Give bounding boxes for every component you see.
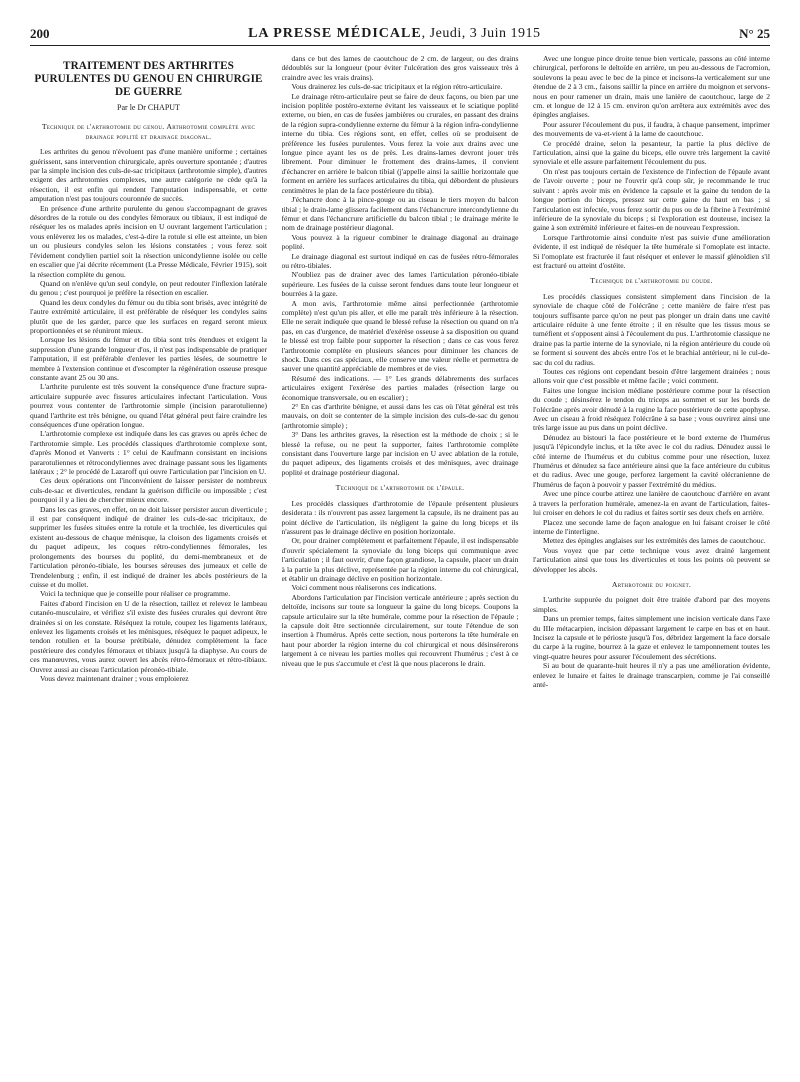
paragraphs-epaule-suite — [533, 54, 770, 270]
running-head — [248, 26, 540, 42]
issue-date: , Jeudi, 3 Juin 1915 — [421, 26, 541, 41]
article-body — [30, 54, 770, 1074]
section-heading-epaule: Technique de l'arthrotomie de l'épaule. — [335, 483, 465, 493]
paragraph: Vous pouvez à la rigueur combiner le drainage diagonal au drainage poplité. — [281, 232, 519, 252]
paragraph: Les procédés classiques consistent simplement dans l'incision de la synoviale de chaque côté de l'olécrâne ; cette manière de faire n'est pas toujours suffisante parce qu'on ne peut pas plonger un drain dans une cavité articulaire réduite à une fente étroite ; il en résulte que les tissus mous se tuméfient et s'opposent ainsi à l'écoulement du pus. L'arthrotomie classique ne draine pas la partie interne de la synoviale, ni la région antérieure du coude où se forment si souvent des abcès entre l'os et le brachial antérieur, ni le cul-de-sac du col du radius. — [533, 291, 770, 367]
paragraph: Avec une pince courbe attirez une lanière de caoutchouc d'arrière en avant à travers la perforation humérale, amenez-la en avant de l'articulation, faites-lui croiser en dehors le col du radius et faites sortir ses deux chefs en arrière. — [533, 489, 770, 518]
paragraph: Placez une seconde lame de façon analogue en lui faisant croiser le côté interne de l'interligne. — [533, 517, 770, 536]
paragraph: Mettez des épingles anglaises sur les extrémités des lames de caoutchouc. — [543, 536, 766, 546]
paragraph: Les procédés classiques d'arthrotomie de l'épaule présentent plusieurs desiderata : ils n'ouvrent pas assez largement la capsule, ils ne drainent pas au point déclive de l'articulation, ils négligent la gaine du long biceps et ils n'assurent pas le drainage déclive en position horizontale. — [281, 498, 519, 536]
column-1 — [30, 54, 267, 1074]
paragraphs-coude — [533, 292, 770, 574]
issue-number: N° 25 — [739, 26, 770, 41]
paragraph: Pour assurer l'écoulement du pus, il faudra, à chaque pansement, imprimer des mouvements de va-et-vient à la lame de caoutchouc. — [533, 119, 770, 139]
page-header — [30, 18, 770, 46]
paragraph: Lorsque les lésions du fémur et du tibia sont très étendues et exigent la suppression d'une grande longueur d'os, il n'est pas indispensable de pratiquer l'amputation, il est préférable d'enlever les parties lésées, de soumettre le membre à l'extension continue et d'escompter la régénération osseuse presque constante avant 25 ou 30 ans. — [30, 335, 267, 382]
paragraphs-genou-suite — [282, 54, 519, 477]
paragraph: On n'est pas toujours certain de l'existence de l'infection de l'épaule avant de l'avoir ouverte ; pour ne l'ouvrir qu'à coup sûr, je recommande le truc suivant : après avoir mis en évidence la capsule et la gaine du tendon de la longue portion du biceps, pressez sur cette gaine du haut en bas ; si l'articulation est infectée, vous ferez sortir du pus ou de la fibrine à l'extrémité inférieure de la synoviale du biceps ; si l'exploration est douteuse, incisez la gaine à son extrémité inférieure et faites-en de nouveau l'expression. — [533, 166, 770, 233]
paragraph: Dans un premier temps, faites simplement une incision verticale dans l'axe du IIIe métacarpien, incision dépassant largement le carpe en bas et en haut. Incisez la capsule et le périoste jusqu'à l'os, débridez largement la face dorsale du carpe à la rugine, bourrez à la gaze et enlevez le tamponnement toutes les vingt-quatre heures pour assurer l'écoulement des sécrétions. — [533, 614, 770, 661]
paragraph: 3° Dans les arthrites graves, la résection est la méthode de choix ; si le blessé la refuse, ou ne peut la supporter, faites l'arthrotomie complète consistant dans l'ouverture large par incision en U avec ablation de la rotule, du paquet adipeux, des ligaments croisés et des ménisques, avec drainage poplité et drainage postérieur diagonal. — [281, 430, 519, 477]
paragraph: dans ce but des lames de caoutchouc de 2 cm. de largeur, ou des drains dédoublés sur la longueur (pour éviter l'ulcération des gros vaisseaux très à craindre avec les vrais drains). — [281, 54, 519, 82]
section-heading-coude: Technique de l'arthrotomie du coude. — [590, 276, 713, 286]
paragraph: Vous devez maintenant drainer ; vous emploierez — [40, 673, 189, 683]
paragraph: Vous voyez que par cette technique vous avez drainé largement l'articulation ainsi que tous les diverticules et tous les points où peuvent se développer les abcès. — [533, 545, 770, 574]
paragraph: J'échancre donc à la pince-gouge ou au ciseau le tiers moyen du balcon tibial ; le drain-lame glissera facilement dans l'échancrure intercondylienne du fémur et dans l'échancrure artificielle du balcon tibial ; le drainage mérite le nom de drainage postérieur diagonal. — [281, 195, 519, 233]
paragraph: N'oubliez pas de drainer avec des lames l'articulation péronéo-tibiale supérieure. Les fusées de la cuisse seront fendues dans toute leur longueur et bourrées à la gaze. — [281, 270, 519, 299]
journal-name: LA PRESSE MÉDICALE — [248, 26, 422, 41]
paragraph: En présence d'une arthrite purulente du genou s'accompagnant de graves désordres de la rotule ou des condyles fémoraux ou tibiaux, il est indiqué de réséquer les os malades après incision en U ouvrant largement l'articulation ; vous enlèverez les os malades, c'est-à-dire la rotule si elle est atteinte, un bien un ou plusieurs condyles selon les lésions constatées ; vous ferez soit l'évidement condylien partiel soit la résection unicondylienne isolée ou celle en escalier que j'ai décrite récemment (La Presse Médicale, Février 1915), soit la résection complète du genou. — [30, 203, 267, 279]
paragraph: Avec une longue pince droite tenue bien verticale, passons au côté interne chirurgical, perforons le deltoïde en arrière, un peu au-dessous de l'acromion, soulevons la peau avec le bec de la pince et incisons-la verticalement sur une étendue de 2 à 3 cm., faisons saillir la pince en arrière du moignon et servons-nous en pour ramener un drain, mais une lanière de caoutchouc, large de 2 cm. et longue de 12 à 15 cm. environ qu'on arrêtera aux extrémités avec des épingles anglaises. — [533, 54, 770, 120]
paragraph: A mon avis, l'arthrotomie même ainsi perfectionnée (arthrotomie complète) n'est qu'un pis aller, et elle me paraît très inférieure à la résection. Elle ne serait indiquée que quand le blessé refuse la résection ou quand on n'a pas, en cas d'urgence, de matériel d'exérèse osseuse à sa disposition ou quand le blessé est trop faible pour supporter la résection ; dans ce cas vous ferez l'arthrotomie complète en plusieurs séances pour diminuer les chances de shock. Dans ces cas spéciaux, elle conserve une valeur réelle et permettra de sauver une quantité appréciable de membres et de vies. — [281, 298, 519, 374]
paragraph: Vous drainerez les culs-de-sac tricipitaux et la région rétro-articulaire. — [291, 82, 503, 92]
section-heading-poignet: Arthrotomie du poignet. — [611, 579, 692, 589]
article-title: TRAITEMENT DES ARTHRITES PURULENTES DU GENOU EN CHIRURGIE DE GUERRE — [34, 60, 263, 98]
paragraph: Les arthrites du genou n'évoluent pas d'une manière uniforme ; certaines guérissent, sans intervention chirurgicale, après ouverture spontanée ; d'autres par la simple incision des culs-de-sac tricipitaux (arthrotomie simple), d'autres exigent des arthrotomies complexes, une autre catégorie ne cède qu'à la résection, il est enfin qui rendent l'amputation indispensable, et cette amputation n'est pas toujours couronnée de succès. — [30, 147, 267, 204]
section-heading-genou: Technique de l'arthrotomie du genou. Arthrotomie complète avec drainage poplité et drainage diagonal. — [41, 122, 256, 141]
paragraph: Or, pour drainer complètement et parfaitement l'épaule, il est indispensable d'ouvrir spécialement la synoviale du long biceps qui communique avec l'articulation ; il faut ouvrir, d'une façon grandiose, la capsule, placer un drain à la partie la plus déclive, représentée par la région interne du col chirurgical, et établir un drainage déclive en position horizontale. — [281, 536, 519, 583]
paragraph: Voici comment nous réaliserons ces indications. — [291, 583, 437, 593]
paragraphs-genou — [30, 147, 267, 683]
paragraph: Dans les cas graves, en effet, on ne doit laisser persister aucun diverticule ; il est par conséquent indiqué de drainer les culs-de-sac tricipitaux, de supprimer les fusées situées entre la rotule et la trochlée, les diverticules qui existent au-dessous de chaque ménisque, la cloison des ligaments croisés et du paquet adipeux, les coques rétro-condyliennes fémorales, les prolongements des bourses du poplité, du demi-membraneux et de l'articulation péronéo-tibiale, les bourses séreuses des jumeaux et celle de Trendelenburg ; enfin, il est indiqué de drainer les abcès postérieurs de la cuisse et du mollet. — [30, 504, 267, 589]
paragraph: Si au bout de quarante-huit heures il n'y a pas une amélioration évidente, enlevez le lunaire et faites le drainage transcarpien, comme je l'ai conseillé anté- — [533, 661, 770, 689]
column-2 — [282, 54, 519, 1074]
article-author: Par le Dr CHAPUT — [117, 103, 180, 112]
column-3 — [533, 54, 770, 1074]
paragraph: Faites d'abord l'incision en U de la résection, taillez et relevez le lambeau cutanéo-musculaire, et vérifiez s'il existe des fusées crurales qui devront être drainées si on les constate. Réséquez la rotule, coupez les ligaments latéraux, enlevez les ligaments croisés et les ménisques, réséquez le paquet adipeux, le tendon rotulien et la bourse prétibiale, dénudez complètement la face postérieure des condyles fémoraux et tibiaux jusqu'à la diaphyse. Au cours de ces manœuvres, vous aurez ouvert les abcès rétro-fémoraux et rétro-tibiaux. Ouvrez aussi au ciseau l'articulation péronéo-tibiale. — [30, 598, 267, 674]
paragraph: Faites une longue incision médiane postérieure comme pour la résection du coude ; désinsérez le tendon du triceps au sommet et sur les bords de l'olécrâne après avoir dénudé à la rugine la face postérieure de cette apophyse. Avec un ciseau à froid réséquez l'olécrâne à sa base ; vous ouvrirez ainsi une très large issue au pus dans un point déclive. — [533, 385, 770, 433]
paragraphs-poignet — [533, 595, 770, 689]
paragraph: Quand les deux condyles du fémur ou du tibia sont brisés, avec intégrité de l'autre extrémité articulaire, il est préférable de réséquer les condyles sains plutôt que de les garder, parce que les surfaces en regard seront mieux proportionnées et se réuniront mieux. — [30, 297, 267, 335]
paragraph: Le drainage diagonal est surtout indiqué en cas de fusées rétro-fémorales ou rétro-tibiales. — [281, 251, 519, 270]
paragraph: Ce procédé draine, selon la pesanteur, la partie la plus déclive de l'articulation, ainsi que la gaine du biceps, elle ouvre très largement la cavité synoviale et elle assure parfaitement l'écoulement du pus. — [533, 138, 770, 167]
paragraphs-epaule — [282, 499, 519, 668]
paragraph: Toutes ces régions ont cependant besoin d'être largement drainées ; nous allons voir que c'est possible et même facile ; voici comment. — [533, 367, 770, 386]
paragraph: Résumé des indications. — 1° Les grands délabrements des surfaces articulaires exigent l'exérèse des parties malades (résection large ou économique transversale, ou en escalier) ; — [281, 373, 519, 402]
paragraph: Abordons l'articulation par l'incision verticale antérieure ; après section du deltoïde, incisons sur toute sa longueur la gaine du long biceps. Coupons la capsule articulaire sur la tête humérale, comme pour la résection de l'épaule ; la capsule doit être sectionnée circulairement, sur toute l'étendue de son insertion à l'humérus. Après cette section, nous porterons la tête humérale en haut pour aborder la région interne du col chirurgical et nous désinsérerons largement à ce niveau les parties molles qui recouvrent l'humérus ; c'est à ce niveau que le pus s'accumule et c'est là que nous placerons le drain. — [281, 592, 519, 668]
paragraph: Lorsque l'arthrotomie ainsi conduite n'est pas suivie d'une amélioration évidente, il est indiqué de réséquer la tête humérale si l'omoplate est intacte. Si l'omoplate est fracturée il faut réséquer et enlever le massif glénoïdien s'il est fracturé ou atteint d'ostéite. — [533, 232, 770, 270]
paragraph: Ces deux opérations ont l'inconvénient de laisser persister de nombreux culs-de-sac et diverticules, rendant la guérison difficile ou impossible ; c'est pourquoi il y a lieu de chercher mieux encore. — [30, 476, 267, 505]
paragraph: Dénudez au bistouri la face postérieure et le bord externe de l'humérus jusqu'à l'épicondyle inclus, et la tête avec le col du radius. Dénudez aussi le côté interne de l'humérus et du cubitus comme pour une résection, luxez l'humérus et dénudez sa face antérieure ainsi que la face antérieure du cubitus et du radius. Avec une gouge, perforez largement la cavité olécranienne de l'humérus de façon à pouvoir y passer l'extrémité du médius. — [533, 432, 770, 489]
paragraph: Quand on n'enlève qu'un seul condyle, on peut redouter l'inflexion latérale du genou ; c'est pourquoi je préfère la résection en escalier. — [30, 278, 267, 298]
paragraph: 2° En cas d'arthrite bénigne, et aussi dans les cas où l'état général est très mauvais, on doit se contenter de la simple incision des culs-de-sac du genou (arthrotomie simple) ; — [281, 402, 519, 430]
paragraph: Le drainage rétro-articulaire peut se faire de deux façons, ou bien par une incision poplitée postéro-externe évitant les vaisseaux et le sciatique poplité externe, ou bien, en cas de fusées jambières ou crurales, en passant des drains de la région supra-condylienne externe du fémur à la région infra-condylienne interne du tibia. Ces régions sont, en effet, celles où se produisent de préférence les fusées purulentes. Vous ferez la voie aux drains avec une longue pince ayant les os de près. Les drains-lames devront jouer très librement. Pour diminuer le frottement des drains-lames, il convient d'échancrer en arrière le balcon tibial (j'appelle ainsi la saillie horizontale que forment en arrière les surfaces articulaires du tibia, qui débordent de plusieurs centimètres le plan de la face postérieure du tibia). — [281, 91, 519, 195]
page-number: 200 — [30, 26, 50, 41]
paragraph: L'arthrotomie complexe est indiquée dans les cas graves ou après échec de l'arthrotomie simple. Les procédés classiques d'arthrotomie complexe sont, d'après Monod et Vanverts : 1° celui de Kaufmann consistant en incisions pararotuliennes et rétrocondyliennes avec drainage passant sous les ligaments latéraux ; 2° le procédé de Lazaroff qui ouvre l'articulation par l'incision en U. — [30, 429, 267, 477]
paragraph: L'arthrite purulente est très souvent la conséquence d'une fracture supra-articulaire suppurée avec fissures articulaires infectant l'articulation. Vous pourrez vous contenter de l'arthrotomie simple (incision pararotulienne) quand l'arthrite est très bénigne, ou quand l'état général peut faire craindre les conséquences d'une opération longue. — [30, 382, 267, 429]
paragraph: L'arthrite suppurée du poignet doit être traitée d'abord par des moyens simples. — [533, 595, 770, 614]
paragraph: Voici la technique que je conseille pour réaliser ce programme. — [40, 589, 231, 599]
